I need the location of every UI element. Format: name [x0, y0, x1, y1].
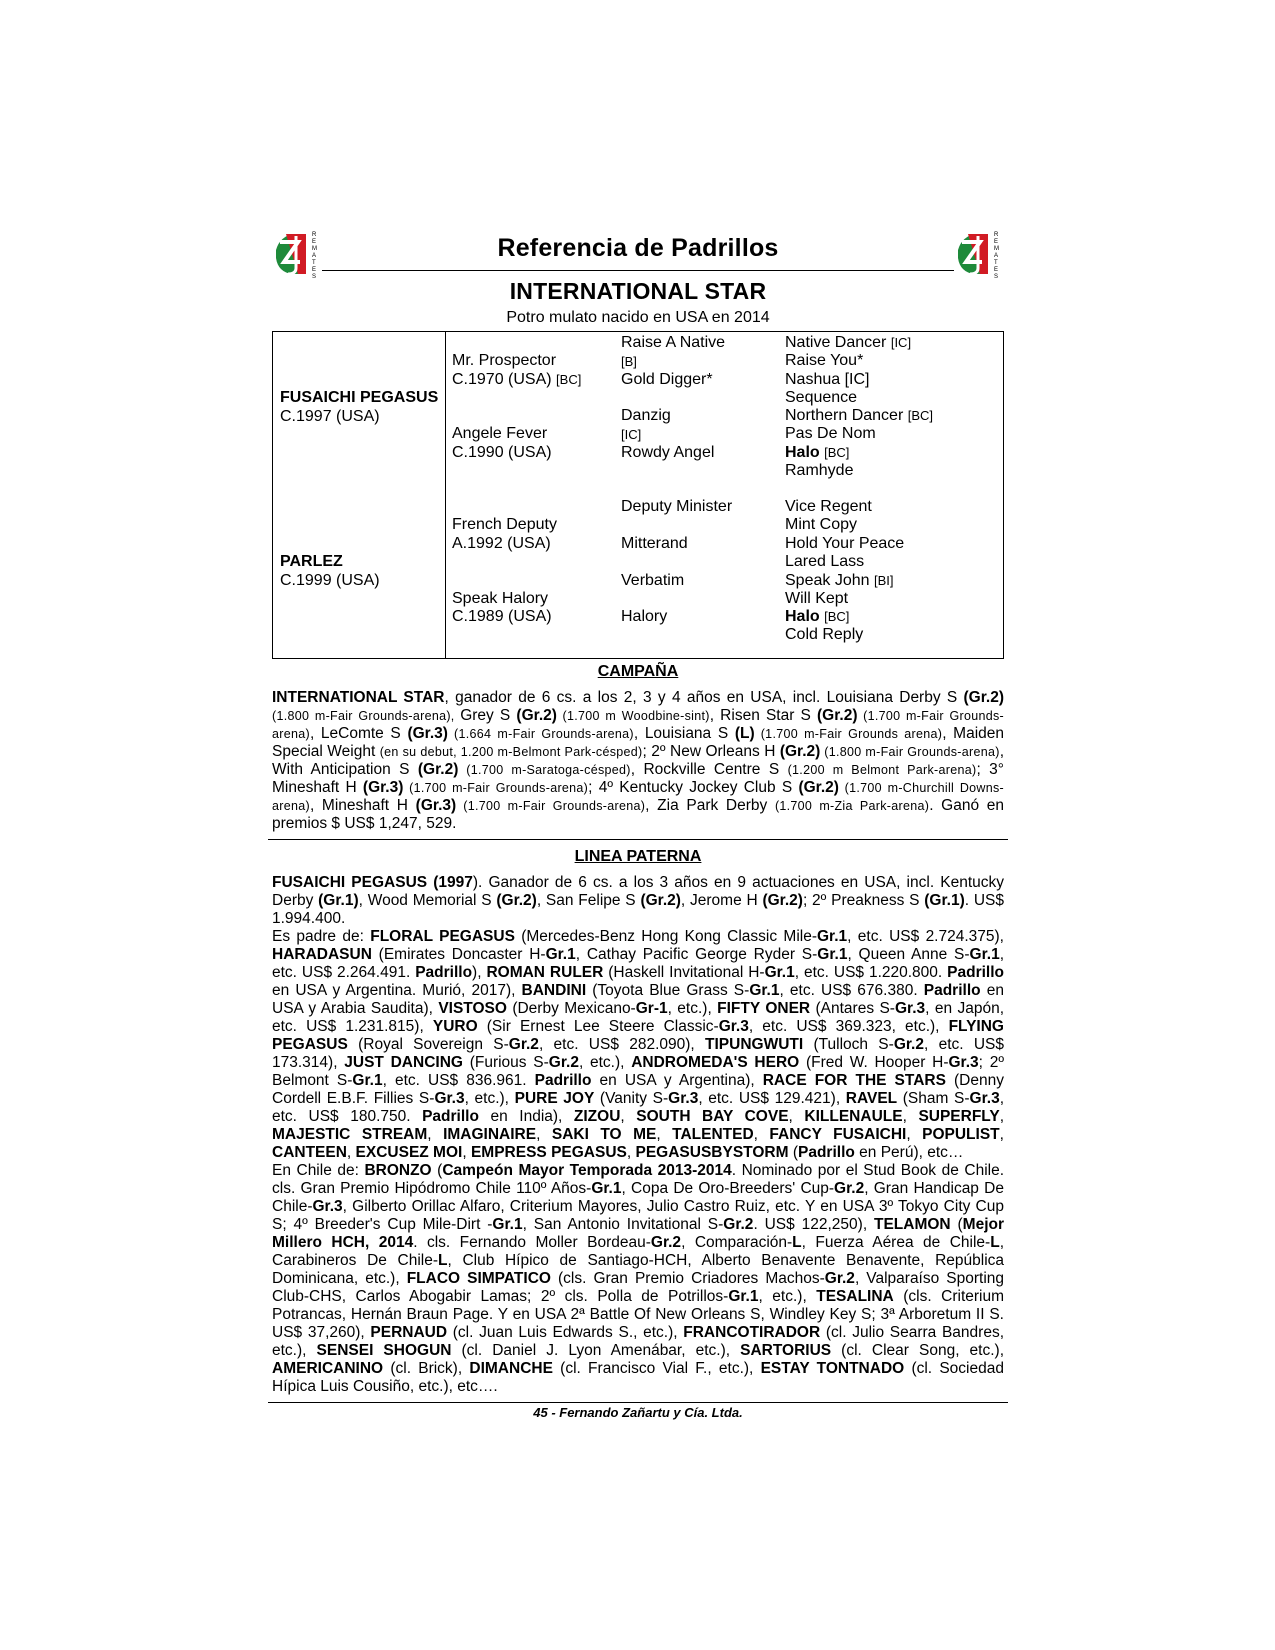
text-run: Gr.1	[764, 964, 795, 981]
text-run: Gr.2	[650, 1234, 682, 1251]
text-run: Grey S	[460, 707, 517, 724]
text-run: AMERICANINO	[272, 1360, 384, 1377]
granddam-mitterand: Mitterand	[621, 535, 688, 552]
dam-name: PARLEZ	[280, 553, 343, 570]
ancestor-nashua: Nashua [IC]	[785, 371, 870, 388]
text-run: , Maiden Special Weight	[272, 725, 1004, 760]
text-run: (Toyota Blue Grass S-	[586, 982, 750, 999]
ancestor-cold-reply: Cold Reply	[785, 626, 864, 643]
svg-text:E: E	[994, 239, 999, 245]
text-run: ,	[753, 1126, 770, 1143]
text-run: Gr-1	[635, 1000, 668, 1017]
text-run: (Sir Ernest Lee Steere Classic-	[477, 1018, 719, 1035]
svg-text:R: R	[994, 232, 999, 238]
linea-paterna-heading: LINEA PATERNA	[574, 848, 702, 865]
text-run: , etc. US$ 836.961.	[382, 1072, 535, 1089]
text-run: (Gr.3)	[407, 725, 448, 742]
text-run: , etc.),	[464, 1090, 515, 1107]
text-run: VISTOSO	[438, 1000, 507, 1017]
text-run: , Gilberto Orillac Alfaro, Criterium Mayores, Julio Castro Ruiz, etc. Y en USA 3º Tokyo City Cup S; 4º Breeder's Cup Mile-Dirt -	[272, 1198, 1004, 1233]
horse-name: INTERNATIONAL STAR	[509, 278, 767, 304]
grandsire-verbatim: Verbatim	[621, 572, 685, 589]
text-run: POPULIST	[922, 1126, 1000, 1143]
text-run: , Comparación-	[681, 1234, 793, 1251]
text-run: Gr.2	[834, 1180, 865, 1197]
zj-remates-logo-left	[272, 228, 322, 280]
text-run: . cls. Fernando Moller Bordeau-	[413, 1234, 651, 1251]
text-run: . US$ 122,250),	[753, 1216, 874, 1233]
text-run: , etc. US$ 1.220.800.	[794, 964, 948, 981]
dam-dam-name: Speak Halory	[452, 590, 549, 607]
text-run: (Emirates Doncaster H-	[371, 946, 546, 963]
text-run: Padrillo	[923, 982, 981, 999]
text-run: (cl. Francisco Vial F., etc.),	[552, 1360, 761, 1377]
text-run: (Gr.2)	[516, 707, 557, 724]
text-run: , etc. US$ 676.380.	[779, 982, 924, 999]
sire-record-paragraph	[272, 874, 1004, 928]
text-run: Gr.2	[723, 1216, 754, 1233]
text-run: (Gr.2)	[640, 892, 681, 909]
ancestor-sequence: Sequence	[785, 389, 858, 406]
sire-dam-year: C.1990 (USA)	[452, 444, 552, 461]
text-run: ,	[536, 1126, 552, 1143]
dam-year: C.1999 (USA)	[280, 572, 380, 589]
text-run: FLYING PEGASUS	[272, 1018, 1004, 1053]
text-run: FANCY FUSAICHI	[769, 1126, 907, 1143]
ancestor-raise-you: Raise You*	[785, 352, 864, 369]
svg-text:A: A	[994, 253, 999, 259]
text-run: L	[792, 1234, 802, 1251]
text-run: EMPRESS PEGASUS	[470, 1144, 627, 1161]
text-run: Gr.3	[434, 1090, 465, 1107]
text-run: Gr.2	[508, 1036, 539, 1053]
svg-text:T: T	[994, 260, 998, 266]
svg-text:S: S	[312, 274, 317, 280]
text-run: IMAGINAIRE	[443, 1126, 537, 1143]
text-run: Gr.2	[548, 1054, 579, 1071]
text-run: (Royal Sovereign S-	[347, 1036, 509, 1053]
text-run: RAVEL	[845, 1090, 898, 1107]
text-run: , Mineshaft H	[309, 797, 416, 814]
ancestor-native-dancer: Native Dancer [IC]	[785, 334, 912, 351]
sire-name: FUSAICHI PEGASUS	[280, 389, 439, 406]
text-run: Padrillo	[415, 964, 473, 981]
ancestor-halo: Halo [BC]	[785, 444, 850, 461]
text-run: PURE JOY	[514, 1090, 595, 1107]
text-run: (1.700 m-Fair Grounds-arena)	[456, 799, 646, 813]
text-run: ,	[999, 1126, 1004, 1143]
text-run: (1.700 m-Churchill Downs-arena)	[272, 781, 1005, 813]
text-run: CANTEEN	[272, 1144, 347, 1161]
grandsire-danzig-tag: [IC]	[621, 427, 642, 442]
text-run: , en Japón, etc. US$ 1.231.815),	[272, 1000, 1005, 1035]
text-run: JUST DANCING	[344, 1054, 463, 1071]
text-run: , Gran Handicap De Chile-	[272, 1180, 1004, 1215]
grandsire-danzig: Danzig	[621, 407, 671, 424]
text-run: (Vanity S-	[594, 1090, 669, 1107]
ancestor-lared-lass: Lared Lass	[785, 553, 865, 570]
text-run: L	[990, 1234, 1000, 1251]
text-run: , Risen Star S	[709, 707, 818, 724]
text-run: Gr.1	[817, 946, 848, 963]
text-run: TIPUNGWUTI	[705, 1036, 804, 1053]
text-run: (Denny Cordell E.B.F. Fillies S-	[272, 1072, 1004, 1107]
text-run: (1.200 m Belmont Park-arena)	[787, 763, 977, 777]
text-run: . Nominado por el Stud Book de Chile. cls. Gran Premio Hipódromo Chile 110º Años-	[272, 1162, 1005, 1197]
text-run: , Valparaíso Sporting Club-CHS, Carlos Abogabir Lamas; 2º cls. Polla de Potrillos-	[272, 1270, 1005, 1305]
text-run: (Fred W. Hooper H-	[799, 1054, 949, 1071]
text-run: ; 4º Kentucky Jockey Club S	[588, 779, 799, 796]
text-run: ; 2º Belmont S-	[272, 1054, 1004, 1089]
footer-rule	[268, 1402, 1008, 1403]
text-run: en India),	[478, 1108, 574, 1125]
text-run: (1.700 m-Fair Grounds arena)	[754, 727, 943, 741]
text-run: (Mercedes-Benz Hong Kong Classic Mile-	[514, 928, 817, 945]
text-run: Gr.2	[824, 1270, 855, 1287]
text-run: TESALINA	[816, 1288, 894, 1305]
text-run: Gr.3	[668, 1090, 699, 1107]
text-run: SARTORIUS	[740, 1342, 832, 1359]
text-run: ,	[656, 1126, 673, 1143]
text-run: FLORAL PEGASUS	[370, 928, 515, 945]
text-run: , LeComte S	[309, 725, 408, 742]
text-run: , Zia Park Derby	[645, 797, 775, 814]
text-run: Campeón Mayor Temporada 2013-2014	[442, 1162, 732, 1179]
header-rule	[322, 270, 954, 271]
text-run: SOUTH BAY COVE	[636, 1108, 789, 1125]
ancestor-pas-de-nom: Pas De Nom	[785, 425, 876, 442]
text-run: ; 2º Preakness S	[802, 892, 925, 909]
ancestor-hold-your-peace: Hold Your Peace	[785, 535, 905, 552]
dam-dam-year: C.1989 (USA)	[452, 608, 552, 625]
text-run: (Antares S-	[810, 1000, 895, 1017]
text-run: DIMANCHE	[469, 1360, 553, 1377]
svg-text:A: A	[312, 253, 317, 259]
text-run: , Club Hípico de Santiago-HCH, Alberto Benavente Benavente, República Dominicana, etc.),	[272, 1252, 1005, 1287]
text-run: BANDINI	[521, 982, 587, 999]
ancestor-halo-2: Halo [BC]	[785, 608, 850, 625]
text-run: , etc.),	[578, 1054, 632, 1071]
text-run: . Ganó en premios $ US$ 1,247, 529.	[272, 797, 1005, 832]
text-run: Es padre de:	[272, 928, 371, 945]
ancestor-vice-regent: Vice Regent	[785, 498, 872, 515]
text-run: (Gr.2)	[798, 779, 839, 796]
text-run: (Tulloch S-	[803, 1036, 894, 1053]
text-run: YURO	[432, 1018, 478, 1035]
text-run: , Jerome H	[680, 892, 763, 909]
text-run: , etc.),	[667, 1000, 718, 1017]
text-run: ,	[906, 1126, 923, 1143]
text-run: (L)	[734, 725, 755, 742]
text-run: (cls. Criterium Potrancas, Hernán Braun Page. Y en USA 2ª Battle Of New Orleans S, Windley Key S; 3ª Arboretum II S. US$ 37,260),	[272, 1288, 1005, 1341]
text-run: (1.800 m-Fair Grounds-arena)	[820, 745, 1000, 759]
granddam-halory: Halory	[621, 608, 668, 625]
text-run: (Sham S-	[897, 1090, 970, 1107]
text-run: , Copa De Oro-Breeders' Cup-	[621, 1180, 835, 1197]
grandsire-deputy-minister: Deputy Minister	[621, 498, 733, 515]
text-run: Gr.2	[893, 1036, 924, 1053]
text-run: PEGASUSBYSTORM	[635, 1144, 789, 1161]
text-run: Padrillo	[534, 1072, 592, 1089]
sire-progeny-paragraph	[272, 928, 1004, 1162]
svg-text:T: T	[312, 260, 316, 266]
text-run: FRANCOTIRADOR	[683, 1324, 821, 1341]
text-run: INTERNATIONAL STAR	[272, 689, 445, 706]
text-run: En Chile de:	[272, 1162, 365, 1179]
zj-remates-logo-right	[954, 228, 1004, 280]
text-run: Gr.1	[817, 928, 848, 945]
horse-description: Potro mulato nacido en USA en 2014	[506, 309, 770, 326]
svg-text:M: M	[312, 246, 317, 252]
text-run: (Gr.1)	[924, 892, 965, 909]
pedigree-table	[272, 331, 1004, 659]
text-run: Gr.1	[492, 1216, 523, 1233]
svg-text:R: R	[312, 232, 317, 238]
text-run: Gr.3	[969, 1090, 1000, 1107]
ancestor-will-kept: Will Kept	[785, 590, 849, 607]
text-run: (1.664 m-Fair Grounds-arena)	[447, 727, 634, 741]
campana-paragraph	[272, 689, 1004, 833]
text-run: ; 3° Mineshaft H	[272, 761, 1004, 796]
header	[272, 224, 1004, 280]
text-run: , etc. US$ 2.724.375),	[847, 928, 1004, 945]
text-run: TELAMON	[874, 1216, 951, 1233]
text-run: Padrillo	[947, 964, 1005, 981]
dam-sire-year: A.1992 (USA)	[452, 535, 551, 552]
text-run: (Gr.2)	[762, 892, 803, 909]
text-run: (cl. Juan Luis Edwards S., etc.),	[447, 1324, 684, 1341]
sire-sire-name: Mr. Prospector	[452, 352, 557, 369]
campana-heading: CAMPAÑA	[597, 663, 679, 680]
text-run: SENSEI SHOGUN	[316, 1342, 452, 1359]
text-run: (1.700 m-Zia Park-arena)	[774, 799, 930, 813]
text-run: ,	[902, 1108, 919, 1125]
text-run: (cl. Sociedad Hípica Luis Cousiño, etc.), etc….	[272, 1360, 1004, 1395]
text-run: , Queen Anne S-	[847, 946, 970, 963]
text-run: Mejor Millero HCH, 2014	[272, 1216, 1005, 1251]
text-run: ). Ganador de 6 cs. a los 3 años en 9 actuaciones en USA, incl. Kentucky Derby	[272, 874, 1004, 909]
svg-text:E: E	[994, 267, 999, 273]
text-run: , With Anticipation S	[272, 743, 1004, 778]
text-run: EXCUSEZ MOI	[355, 1144, 463, 1161]
text-run: (Gr.3)	[362, 779, 404, 796]
text-run: Gr.1	[749, 982, 780, 999]
text-run: en USA y Argentina. Murió, 2017),	[272, 982, 522, 999]
text-run: Gr.3	[312, 1198, 343, 1215]
text-run: (	[431, 1162, 443, 1179]
text-run: Gr.1	[969, 946, 1000, 963]
text-run: ANDROMEDA'S HERO	[631, 1054, 800, 1071]
text-run: (Gr.2)	[817, 707, 858, 724]
text-run: HARADASUN	[272, 946, 372, 963]
ancestor-ramhyde: Ramhyde	[785, 462, 854, 479]
page-footer: 45 - Fernando Zañartu y Cía. Ltda.	[533, 1405, 743, 1420]
grandsire-raise-a-native: Raise A Native	[621, 334, 726, 351]
text-run: , etc. US$ 129.421),	[698, 1090, 846, 1107]
text-run: (en su debut, 1.200 m-Belmont Park-césped)	[379, 745, 643, 759]
text-run: PERNAUD	[370, 1324, 448, 1341]
text-run: (Gr.2)	[779, 743, 821, 760]
text-run: , ganador de 6 cs. a los 2, 3 y 4 años en USA, incl. Louisiana Derby S	[444, 689, 964, 706]
chile-progeny-paragraph	[272, 1162, 1004, 1396]
pedigree-divider	[445, 332, 446, 658]
text-run: ,	[788, 1108, 805, 1125]
text-run: KILLENAULE	[804, 1108, 903, 1125]
text-run: (Gr.2)	[963, 689, 1004, 706]
text-run: FIFTY ONER	[717, 1000, 811, 1017]
text-run: en USA y Arabia Saudita),	[272, 982, 1004, 1017]
granddam-gold-digger: Gold Digger*	[621, 371, 713, 388]
text-run: (cls. Gran Premio Criadores Machos-	[550, 1270, 825, 1287]
text-run: (cl. Clear Song, etc.),	[831, 1342, 1004, 1359]
text-run: Gr.1	[728, 1288, 759, 1305]
text-run: , Rockville Centre S	[630, 761, 788, 778]
text-run: en Perú), etc…	[854, 1144, 964, 1161]
text-run: Gr.3	[894, 1000, 926, 1017]
text-run: (Derby Mexicano-	[506, 1000, 636, 1017]
text-run: (Gr.1)	[318, 892, 359, 909]
text-run: Gr.1	[591, 1180, 622, 1197]
text-run: (	[950, 1216, 963, 1233]
text-run: Padrillo	[798, 1144, 855, 1161]
text-run: (1.700 m Woodbine-sint)	[556, 709, 710, 723]
ancestor-speak-john: Speak John [BI]	[785, 572, 894, 589]
text-run: , etc. US$ 173.314),	[272, 1036, 1004, 1071]
text-run: , Cathay Pacific George Ryder S-	[575, 946, 818, 963]
dam-sire-name: French Deputy	[452, 516, 557, 533]
page	[272, 224, 1004, 1420]
text-run: , San Felipe S	[536, 892, 641, 909]
text-run: , Carabineros De Chile-	[272, 1234, 1004, 1269]
svg-text:E: E	[312, 267, 317, 273]
text-run: ,	[620, 1108, 637, 1125]
document-title: Referencia de Padrillos	[497, 234, 779, 262]
ancestor-mint-copy: Mint Copy	[785, 516, 858, 533]
text-run: ROMAN RULER	[486, 964, 604, 981]
text-run: ; 2º New Orleans H	[642, 743, 780, 760]
text-run: FUSAICHI PEGASUS	[272, 874, 428, 891]
text-run: en USA y Argentina),	[591, 1072, 763, 1089]
text-run: FLACO SIMPATICO	[406, 1270, 551, 1287]
text-run: , etc. US$ 2.264.491.	[272, 946, 1005, 981]
text-run: Gr.3	[948, 1054, 979, 1071]
text-run: SUPERFLY	[918, 1108, 1000, 1125]
text-run: (1997	[433, 874, 473, 891]
ancestor-northern-dancer: Northern Dancer [BC]	[785, 407, 934, 424]
text-run: Padrillo	[422, 1108, 479, 1125]
text-run: ZIZOU	[573, 1108, 621, 1125]
text-run: ,	[346, 1144, 356, 1161]
text-run: (Gr.2)	[417, 761, 459, 778]
text-run: (1.700 m-Fair Grounds-arena)	[272, 709, 1004, 741]
svg-text:E: E	[312, 239, 317, 245]
text-run: , Wood Memorial S	[358, 892, 497, 909]
text-run: ,	[999, 1108, 1005, 1125]
text-run: Gr.3	[718, 1018, 749, 1035]
text-run: , San Antonio Invitational S-	[522, 1216, 724, 1233]
text-run: , etc.),	[758, 1288, 817, 1305]
sire-dam-name: Angele Fever	[452, 425, 548, 442]
text-run: ESTAY TONTNADO	[760, 1360, 905, 1377]
text-run: RACE FOR THE STARS	[762, 1072, 946, 1089]
text-run: ,	[462, 1144, 471, 1161]
text-run: (cl. Julio Searra Bandres, etc.),	[272, 1324, 1005, 1359]
text-run: BRONZO	[364, 1162, 432, 1179]
text-run: (Gr.3)	[415, 797, 457, 814]
text-run: Gr.1	[352, 1072, 383, 1089]
text-run: (Gr.2)	[496, 892, 537, 909]
text-run: (1.700 m-Fair Grounds-arena)	[403, 781, 589, 795]
grandsire-raise-a-native-tag: [B]	[621, 354, 637, 369]
text-run: SAKI TO ME	[551, 1126, 657, 1143]
text-run: , etc. US$ 369.323, etc.),	[748, 1018, 949, 1035]
text-run: (1.800 m-Fair Grounds-arena),	[272, 709, 461, 723]
text-run: ,	[427, 1126, 444, 1143]
text-run: (1.700 m-Saratoga-césped)	[458, 763, 631, 777]
sire-sire-year: C.1970 (USA) [BC]	[452, 371, 582, 388]
text-run: . US$ 1.994.400.	[272, 892, 1004, 927]
text-run: , etc. US$ 282.090),	[538, 1036, 706, 1053]
text-run: L	[438, 1252, 448, 1269]
text-run: MAJESTIC STREAM	[272, 1126, 428, 1143]
text-run: ),	[472, 964, 487, 981]
text-run: TALENTED	[672, 1126, 754, 1143]
text-run: (Furious S-	[462, 1054, 549, 1071]
section-divider	[268, 839, 1008, 840]
text-run: ,	[626, 1144, 636, 1161]
text-run: (	[788, 1144, 798, 1161]
sire-year: C.1997 (USA)	[280, 408, 380, 425]
svg-text:M: M	[994, 246, 999, 252]
text-run: Gr.1	[545, 946, 576, 963]
text-run: , Louisiana S	[633, 725, 735, 742]
svg-text:S: S	[994, 274, 999, 280]
text-run: (cl. Brick),	[383, 1360, 470, 1377]
text-run: , Fuerza Aérea de Chile-	[801, 1234, 991, 1251]
text-run: , etc. US$ 180.750.	[272, 1090, 1005, 1125]
text-run: (cl. Daniel J. Lyon Amenábar, etc.),	[451, 1342, 741, 1359]
text-run: (Haskell Invitational H-	[603, 964, 765, 981]
granddam-rowdy-angel: Rowdy Angel	[621, 444, 715, 461]
